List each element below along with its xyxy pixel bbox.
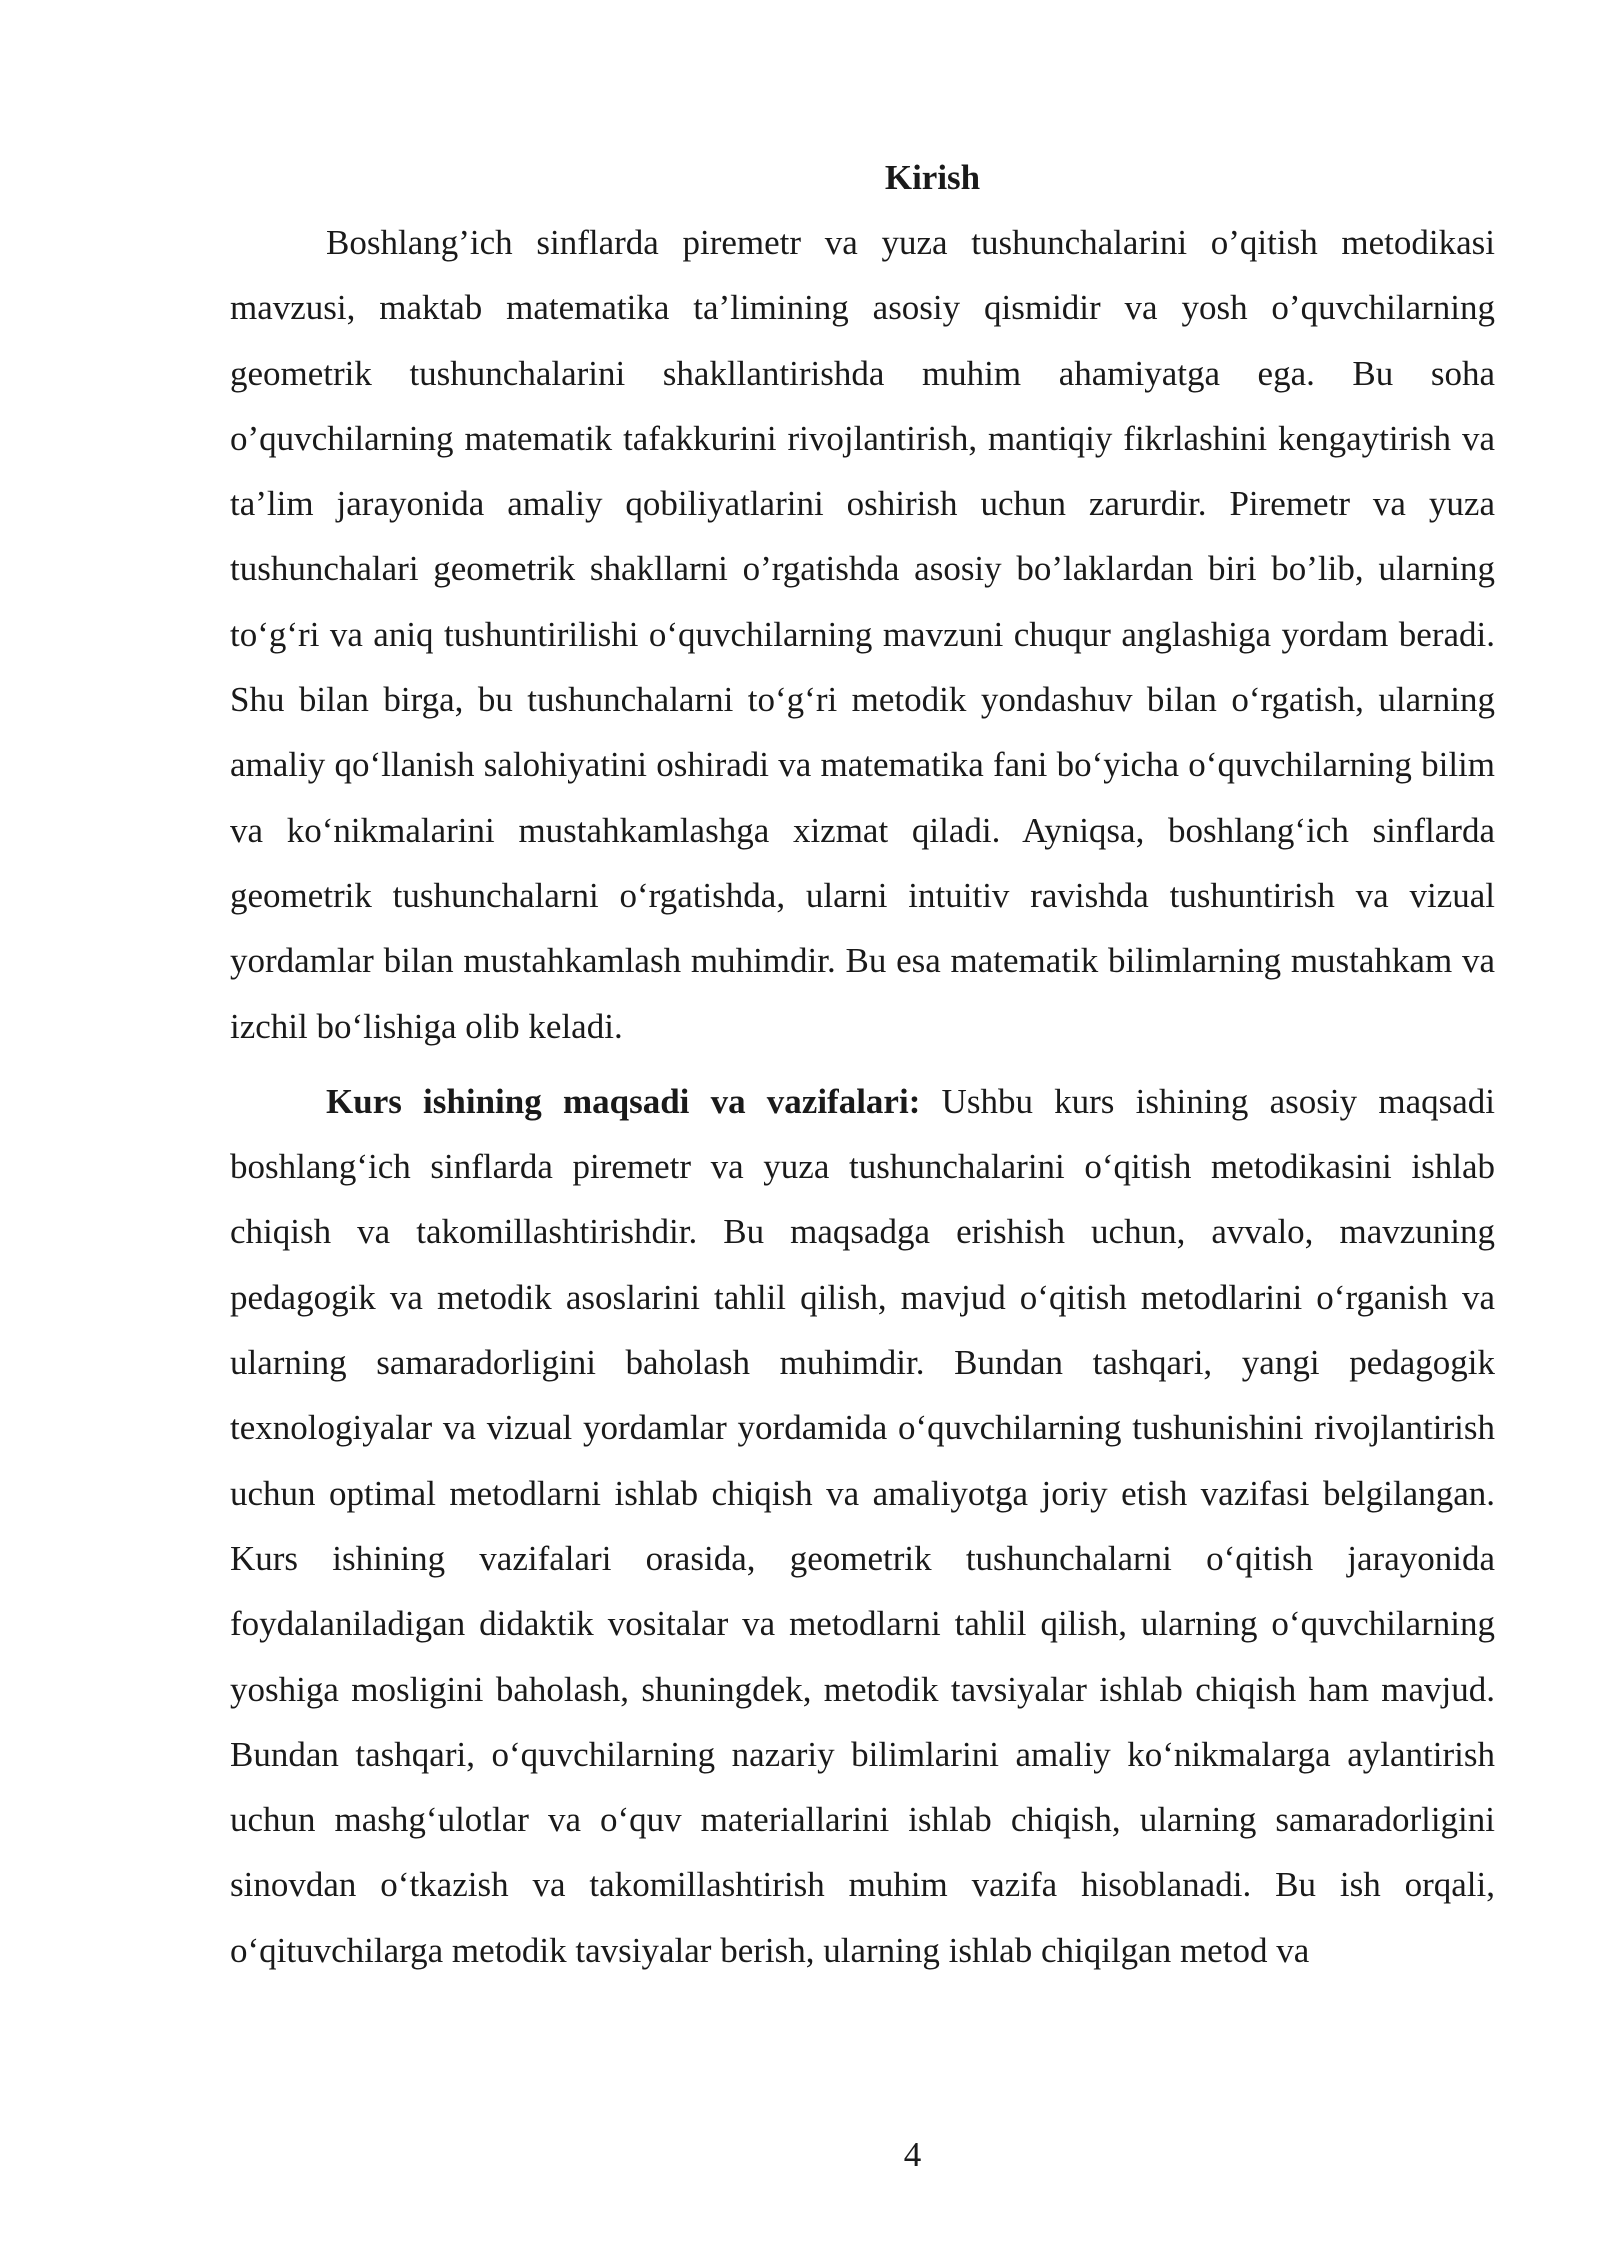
goals-paragraph (230, 1069, 1495, 1983)
goals-body-text: Ushbu kurs ishining asosiy maqsadi boshlang‘ich sinflarda piremetr va yuza tushunchalarini o‘qitish metodikasini ishlab chiqish va takomillashtirishdir. Bu maqsadga erishish uchun, avvalo, mavzuning pedagogik va metodik asoslarini tahlil qilish, mavjud o‘qitish metodlarini o‘rganish va ularning samaradorligini baholash muhimdir. Bundan tashqari, yangi pedagogik texnologiyalar va vizual yordamlar yordamida o‘quvchilarning tushunishini rivojlantirish uchun optimal metodlarni ishlab chiqish va amaliyotga joriy etish vazifasi belgilangan. Kurs ishining vazifalari orasida, geometrik tushunchalarni o‘qitish jarayonida foydalaniladigan didaktik vositalar va metodlarni tahlil qilish, ularning o‘quvchilarning yoshiga mosligini baholash, shuningdek, metodik tavsiyalar ishlab chiqish ham mavjud. Bundan tashqari, o‘quvchilarning nazariy bilimlarini amaliy ko‘nikmalarga aylantirish uchun mashg‘ulotlar va o‘quv materiallarini ishlab chiqish, ularning samaradorligini sinovdan o‘tkazish va takomillashtirish muhim vazifa hisoblanadi. Bu ish orqali, o‘qituvchilarga metodik tavsiyalar berish, ularning ishlab chiqilgan metod va (230, 1081, 1495, 1970)
introduction-paragraph: Boshlang’ich sinflarda piremetr va yuza tushunchalarini o’qitish metodikasi mavzusi, maktab matematika ta’limining asosiy qismidir va yosh o’quvchilarning geometrik tushunchalarini shakllantirishda muhim ahamiyatga ega. Bu soha o’quvchilarning matematik tafakkurini rivojlantirish, mantiqiy fikrlashini kengaytirish va ta’lim jarayonida amaliy qobiliyatlarini oshirish uchun zarurdir. Piremetr va yuza tushunchalari geometrik shakllarni o’rgatishda asosiy bo’laklardan biri bo’lib, ularning to‘g‘ri va aniq tushuntirilishi o‘quvchilarning mavzuni chuqur anglashiga yordam beradi. Shu bilan birga, bu tushunchalarni to‘g‘ri metodik yondashuv bilan o‘rgatish, ularning amaliy qo‘llanish salohiyatini oshiradi va matematika fani bo‘yicha o‘quvchilarning bilim va ko‘nikmalarini mustahkamlashga xizmat qiladi. Ayniqsa, boshlang‘ich sinflarda geometrik tushunchalarni o‘rgatishda, ularni intuitiv ravishda tushuntirish va vizual yordamlar bilan mustahkamlash muhimdir. Bu esa matematik bilimlarning mustahkam va izchil bo‘lishiga olib keladi. (230, 223, 1495, 1046)
goals-lead-text: Kurs ishining maqsadi va vazifalari: (326, 1081, 921, 1121)
page-body (230, 145, 1495, 1983)
page-number: 4 (903, 2135, 922, 2174)
section-heading: Kirish (884, 158, 981, 197)
